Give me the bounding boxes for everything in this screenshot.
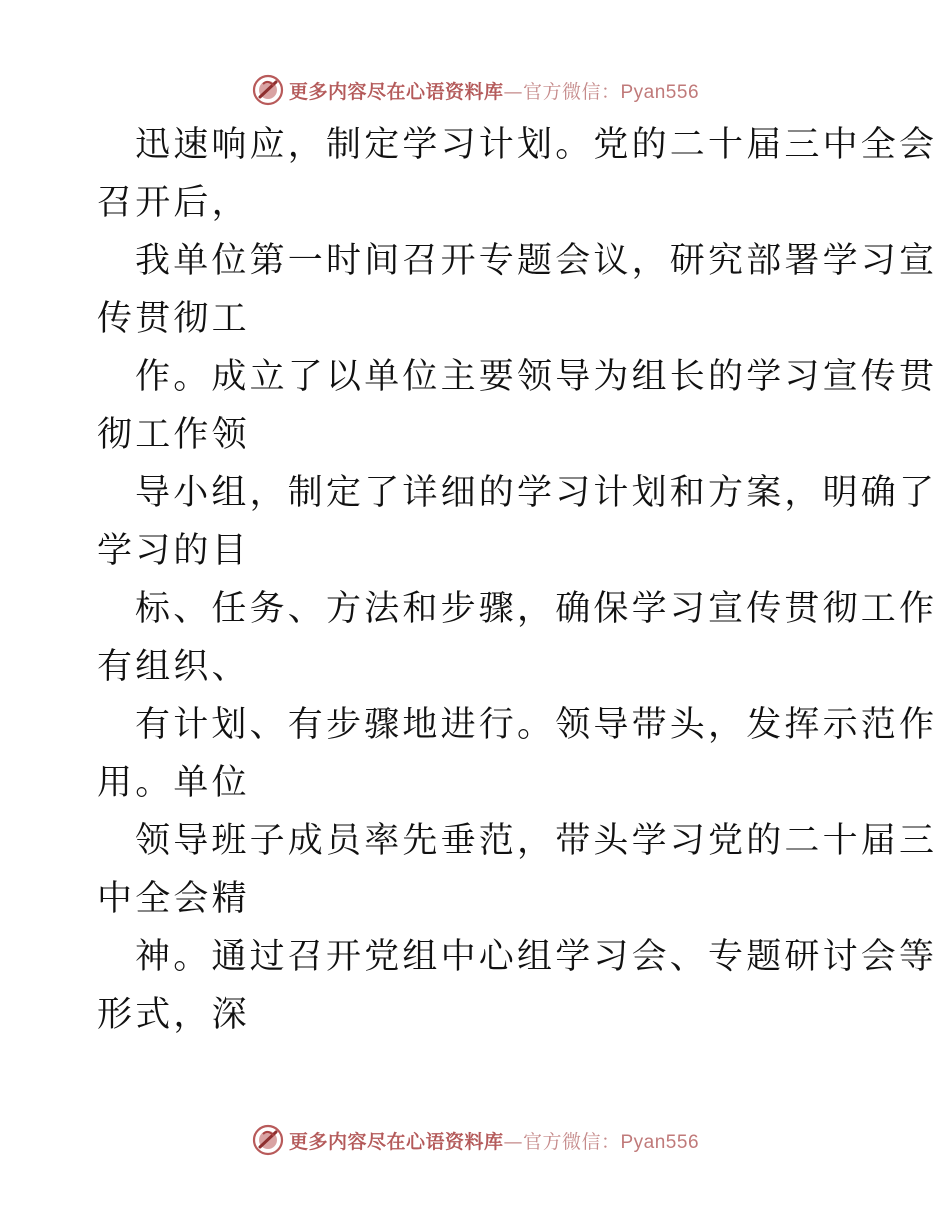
footer-banner xyxy=(0,1122,950,1158)
footer-banner-text xyxy=(289,1127,699,1154)
body-line: 标、任务、方法和步骤，确保学习宣传贯彻工作 xyxy=(135,589,938,629)
header-banner-sep: — xyxy=(503,80,523,103)
footer-banner-sep: — xyxy=(503,1130,523,1153)
body-line: 我单位第一时间召开专题会议，研究部署学习宣 xyxy=(135,241,938,281)
body-line: 形式，深 xyxy=(97,995,250,1035)
circular-stamp-logo-icon xyxy=(251,73,285,107)
footer-banner-official: 官方微信： xyxy=(522,1130,621,1153)
body-text xyxy=(97,116,938,1044)
body-line: 神。通过召开党组中心组学习会、专题研讨会等 xyxy=(135,937,938,977)
body-line: 彻工作领 xyxy=(97,415,250,455)
body-line: 作。成立了以单位主要领导为组长的学习宣传贯 xyxy=(135,357,938,397)
body-line: 有组织、 xyxy=(97,647,250,687)
circular-stamp-logo-icon xyxy=(251,1123,285,1157)
header-banner xyxy=(0,72,950,108)
footer-banner-handle: Pyan556 xyxy=(620,1131,700,1153)
body-line: 有计划、有步骤地进行。领导带头，发挥示范作 xyxy=(135,705,938,745)
body-line: 召开后， xyxy=(97,183,250,223)
body-line: 传贯彻工 xyxy=(97,299,250,339)
footer-banner-main: 更多内容尽在心语资料库 xyxy=(288,1130,504,1153)
header-banner-text xyxy=(289,77,699,104)
header-banner-official: 官方微信： xyxy=(522,80,621,103)
header-banner-handle: Pyan556 xyxy=(620,81,700,103)
body-line: 用。单位 xyxy=(97,763,250,803)
body-line: 迅速响应，制定学习计划。党的二十届三中全会 xyxy=(135,125,938,165)
body-line: 学习的目 xyxy=(97,531,250,571)
body-line: 导小组，制定了详细的学习计划和方案，明确了 xyxy=(135,473,938,513)
header-banner-main: 更多内容尽在心语资料库 xyxy=(288,80,504,103)
body-line: 领导班子成员率先垂范，带头学习党的二十届三 xyxy=(135,821,938,861)
body-line: 中全会精 xyxy=(97,879,250,919)
